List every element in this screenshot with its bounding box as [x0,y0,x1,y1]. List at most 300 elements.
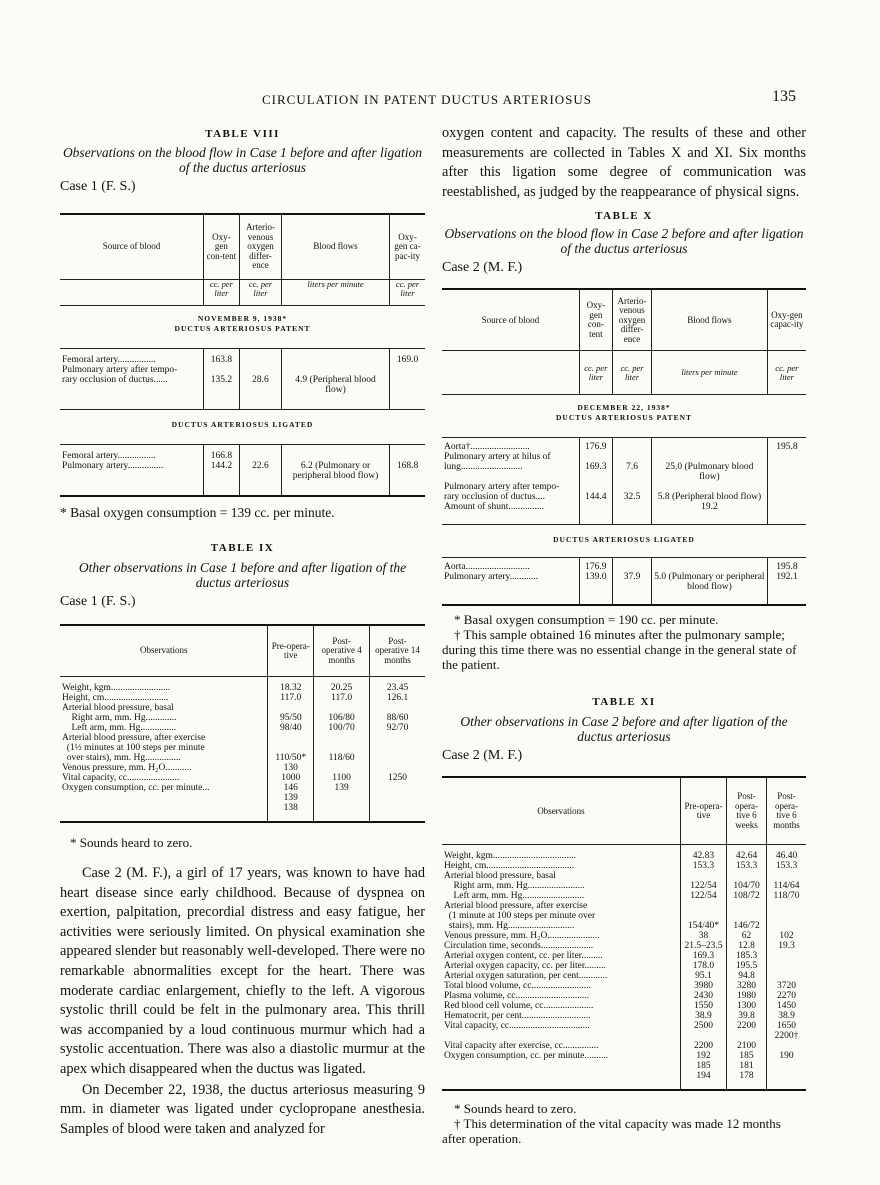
t9-h3: Post-operative 14 months [370,625,425,677]
observation-value [370,803,425,822]
observation-value: 62 [727,931,767,941]
cell-flow: 25.0 (Pulmonary blood flow) [652,462,768,482]
cell-capacity [767,492,806,502]
cell-diff [612,502,651,525]
observation-label: Oxygen consumption, cc. per minute.......... [444,1051,609,1062]
t10-section1b: DUCTUS ARTERIOSUS PATENT [556,413,692,423]
table11-case: Case 2 (M. F.) [442,748,523,764]
observation-value [767,1041,806,1051]
t9-h2: Post-operative 4 months [314,625,370,677]
observation-value: 2100 [727,1041,767,1051]
table-row [442,1001,806,1011]
table-row [442,881,806,891]
table8 [60,213,425,497]
observation-value [767,951,806,961]
t8-h1: Oxy-gen con-tent [203,214,239,280]
observation-value [268,703,314,713]
right-paragraph: oxygen content and capacity. The results of these and other measurements are collected in Tables X and XI. Six months after this ligation some degree of communication was reestablished, as judged by the reappearance of physical signs. [442,125,806,200]
observation-value [370,743,425,753]
table-row [442,951,806,961]
observation-value [767,1071,806,1090]
observation-value: 1980 [727,991,767,1001]
cell-source: Amount of shunt............... [444,502,545,513]
observation-value: 185 [680,1061,726,1071]
table11-footnote-1: * Sounds heard to zero. [454,1101,577,1117]
observation-label: Red blood cell volume, cc..................... [444,1001,594,1012]
observation-value: 139 [268,793,314,803]
observation-label: Height, cm..................................... [444,861,575,872]
table-row [60,677,425,694]
table-row [442,891,806,901]
table11-caption: TABLE XI [592,696,656,709]
observation-value [767,921,806,931]
observation-value [767,971,806,981]
observation-value: 117.0 [314,693,370,703]
t10-h4: Oxy-gen capac-ity [767,289,806,351]
observation-value: 2200 [727,1021,767,1031]
table11-footnote-2: † This determination of the vital capacity was made 12 months after operation. [442,1116,781,1147]
table-row [442,991,806,1001]
table-row [60,349,425,366]
observation-value: 110/50* [268,753,314,763]
observation-value: 21.5–23.5 [680,941,726,951]
t10-u3: liters per minute [652,351,768,395]
observation-label: Arterial blood pressure, basal [444,871,556,882]
table-row [442,558,806,573]
observation-value: 2200† [767,1031,806,1041]
observation-value: 3980 [680,981,726,991]
right-column [442,124,806,1146]
observation-label [442,1061,680,1071]
cell-flow: 4.9 (Peripheral blood flow) [282,375,390,410]
observation-label: Venous pressure, mm. H₂O........... [62,763,192,773]
t10-u1: cc. per liter [579,351,612,395]
t10-h3: Blood flows [652,289,768,351]
observation-value: 185.3 [727,951,767,961]
observation-label [60,793,268,803]
table-row [442,492,806,502]
table-row [60,763,425,773]
table-row [442,971,806,981]
table9-caption: TABLE IX [210,542,275,554]
t10-h0: Source of blood [442,289,579,351]
observation-value [370,763,425,773]
table-row [60,803,425,822]
observation-label [442,1031,680,1041]
observation-value [767,961,806,971]
cell-content [203,365,239,375]
table-row [442,901,806,911]
t9-rows [60,677,425,823]
observation-value [370,703,425,713]
observation-value: 114/64 [767,881,806,891]
table-row [442,502,806,525]
cell-diff [239,349,281,366]
observation-value [314,803,370,822]
table8-case: Case 1 (F. S.) [60,179,136,194]
observation-label: Oxygen consumption, cc. per minute... [62,783,210,793]
observation-label: Circulation time, seconds...................... [444,941,594,952]
observation-value [314,733,370,743]
observation-value [767,871,806,881]
observation-label: Left arm, mm. Hg.......................... [444,891,585,902]
observation-value [314,743,370,753]
observation-value: 38 [680,931,726,941]
observation-value: 181 [727,1061,767,1071]
cell-content [579,482,612,492]
t11-h2: Post-opera-tive 6 weeks [727,777,767,845]
observation-value: 185 [727,1051,767,1061]
cell-capacity [390,445,426,462]
table-row [442,1051,806,1061]
observation-value: 42.83 [680,845,726,862]
cell-source: lung.......................... [444,462,523,473]
observation-value: 104/70 [727,881,767,891]
cell-capacity: 195.8 [767,558,806,573]
observation-label: (1½ minutes at 100 steps per minute [62,743,205,753]
observation-value [370,783,425,793]
cell-diff [612,452,651,462]
observation-value [727,871,767,881]
table-row [60,723,425,733]
table-row [60,773,425,783]
observation-value [370,793,425,803]
table10-footnote-1: * Basal oxygen consumption = 190 cc. per minute. [454,612,719,628]
t8-u3: liters per minute [282,280,390,306]
t8-rows2 [60,445,425,497]
table-row [442,911,806,921]
observation-label: Total blood volume, cc......................... [444,981,591,992]
table-row [60,445,425,462]
cell-content: 135.2 [203,375,239,410]
observation-label: Hematocrit, per cent............................. [444,1011,591,1022]
table8-title: Observations on the blood flow in Case 1 before and after ligation of the ductus arteriosus [62,145,423,175]
table-row [60,753,425,763]
cell-source: rary occlusion of ductus.... [444,492,546,503]
t8-h2: Arterio-venous oxygen differ-ence [239,214,281,280]
t8-section1b: DUCTUS ARTERIOSUS PATENT [174,324,311,333]
table-row [60,703,425,713]
cell-diff: 37.9 [612,572,651,605]
observation-value: 146 [268,783,314,793]
observation-label: Right arm, mm. Hg............. [62,713,177,723]
table-row [442,452,806,462]
cell-flow [282,365,390,375]
cell-diff [612,558,651,573]
cell-content [579,502,612,525]
cell-content: 163.8 [203,349,239,366]
observation-value: 88/60 [370,713,425,723]
observation-label: stairs), mm. Hg............................ [444,921,575,932]
t8-u2: cc. per liter [239,280,281,306]
cell-flow: 19.2 [652,502,768,525]
observation-value: 42.64 [727,845,767,862]
table-row [60,783,425,793]
observation-value: 46.40 [767,845,806,862]
table-row [442,941,806,951]
table-row [60,713,425,723]
observation-value: 153.3 [767,861,806,871]
table11-title: Other observations in Case 2 before and after ligation of the ductus arteriosus [460,714,788,745]
observation-value [727,901,767,911]
table10-footnote-2: † This sample obtained 16 minutes after the pulmonary sample; during this time there was no essential change in the general state of the patient. [442,627,797,673]
table-row [60,793,425,803]
observation-value: 169.3 [680,951,726,961]
table-row [442,961,806,971]
cell-source: Femoral artery................ [60,349,203,366]
table-row [60,461,425,496]
cell-source: Pulmonary artery............... [60,461,203,496]
observation-value: 178 [727,1071,767,1090]
observation-value: 38.9 [767,1011,806,1021]
observation-value: 98/40 [268,723,314,733]
observation-label: Arterial blood pressure, after exercise [444,901,588,912]
observation-value: 19.3 [767,941,806,951]
observation-value: 3720 [767,981,806,991]
observation-label: Weight, kgm......................... [60,677,268,694]
cell-flow [652,452,768,462]
observation-label: Vital capacity, cc.................................. [444,1021,590,1032]
t8-rows1 [60,349,425,410]
observation-value: 190 [767,1051,806,1061]
cell-capacity: 169.0 [390,349,426,366]
observation-value: 94.8 [727,971,767,981]
table11 [442,776,806,1091]
observation-value [727,911,767,921]
cell-content: 144.2 [203,461,239,496]
table10-title: Observations on the blood flow in Case 2 before and after ligation of the ductus arteriosus [444,226,804,257]
observation-value [268,743,314,753]
table-row [442,921,806,931]
t8-u4: cc. per liter [390,280,426,306]
table9-title: Other observations in Case 1 before and after ligation of the ductus arteriosus [78,560,407,590]
cell-capacity [767,482,806,492]
observation-value: 122/54 [680,891,726,901]
t8-h0: Source of blood [60,214,203,280]
observation-label: Venous pressure, mm. H₂O...................... [444,931,600,942]
observation-value: 3280 [727,981,767,991]
observation-value: 2430 [680,991,726,1001]
case2-paragraph-2: On December 22, 1938, the ductus arteriosus measuring 9 mm. in diameter was ligated under cyclopropane anesthesia. Samples of blood were taken and analyzed for [60,1081,425,1137]
t10-rows2 [442,558,806,606]
observation-value: 192 [680,1051,726,1061]
t10-u2: cc. per liter [612,351,651,395]
observation-value [314,703,370,713]
table9-case: Case 1 (F. S.) [60,594,136,609]
cell-flow [282,445,390,462]
observation-value [680,871,726,881]
observation-value: 39.8 [727,1011,767,1021]
observation-value [767,901,806,911]
observation-value: 118/70 [767,891,806,901]
observation-value [680,1031,726,1041]
t8-h3: Blood flows [282,214,390,280]
case2-paragraph: Case 2 (M. F.), a girl of 17 years, was known to have had heart disease since early childhood. Because of dyspnea on exertion, palpitation, precordial distress and easy fatigue, her activities were seriously limited. On physical examination she appeared slender but reasonably well-developed. There were no remarkable abnormalities except for the heart. There was moderate cardiac enlargement, chiefly to the left. A vigorous systolic thrill could be felt in the pulmonary area. This thrill was accompanied by a loud continuous murmur which had a systolic accentuation. There was also a diastolic murmur at the apex which disappeared when the ductus was ligated. [60,865,425,1077]
t11-rows [442,845,806,1091]
t10-section1: DECEMBER 22, 1938* [442,395,806,414]
cell-capacity: 195.8 [767,438,806,453]
observation-value [680,911,726,921]
t8-section1: NOVEMBER 9, 1938* [60,306,425,325]
table-row [442,861,806,871]
cell-diff [239,365,281,375]
cell-capacity [767,502,806,525]
observation-value: 95.1 [680,971,726,981]
cell-source: Femoral artery................ [60,445,203,462]
observation-value: 12.8 [727,941,767,951]
cell-diff: 32.5 [612,492,651,502]
page-number: 135 [772,88,796,105]
cell-capacity: 168.8 [390,461,426,496]
observation-value: 20.25 [314,677,370,694]
observation-value: 2200 [680,1041,726,1051]
observation-value [767,1061,806,1071]
cell-diff [612,482,651,492]
observation-value [268,733,314,743]
observation-label [60,803,268,822]
cell-flow [652,558,768,573]
cell-source: Pulmonary artery............ [442,572,579,605]
table-row [442,1071,806,1090]
observation-value [314,763,370,773]
cell-content: 176.9 [579,438,612,453]
t8-h4: Oxy-gen ca-pac-ity [390,214,426,280]
cell-source: Aorta........................... [442,558,579,573]
observation-value: 38.9 [680,1011,726,1021]
observation-label: (1 minute at 100 steps per minute over [444,911,596,922]
table-row [442,845,806,862]
observation-value: 139 [314,783,370,793]
observation-value: 100/70 [314,723,370,733]
t10-h2: Arterio-venous oxygen differ-ence [612,289,651,351]
observation-value: 92/70 [370,723,425,733]
table9-footnote: * Sounds heard to zero. [70,835,193,850]
t10-u4: cc. per liter [767,351,806,395]
observation-value: 102 [767,931,806,941]
cell-flow [282,349,390,366]
t11-h1: Pre-opera-tive [680,777,726,845]
table-row [442,462,806,482]
observation-label: Arterial blood pressure, after exercise [62,733,206,743]
cell-capacity [767,462,806,482]
table10-case: Case 2 (M. F.) [442,260,523,276]
t8-u1: cc. per liter [203,280,239,306]
cell-capacity: 192.1 [767,572,806,605]
table-row [442,1031,806,1041]
observation-value: 1650 [767,1021,806,1031]
t10-h1: Oxy-gen con-tent [579,289,612,351]
observation-value: 178.0 [680,961,726,971]
observation-value: 2500 [680,1021,726,1031]
observation-value: 146/72 [727,921,767,931]
observation-value: 1300 [727,1001,767,1011]
observation-value: 153.3 [680,861,726,871]
table-row [60,733,425,743]
table10 [442,288,806,606]
cell-source: Pulmonary artery after tempo- [444,482,560,493]
observation-value: 130 [268,763,314,773]
observation-value: 106/80 [314,713,370,723]
cell-content: 166.8 [203,445,239,462]
table-row [442,1041,806,1051]
table9 [60,624,425,823]
cell-diff: 7.6 [612,462,651,482]
table-row [442,871,806,881]
table-row [60,693,425,703]
observation-label: Vital capacity, cc...................... [62,773,180,783]
cell-content: 169.3 [579,462,612,482]
cell-source: Aorta†......................... [442,438,579,453]
cell-diff [612,438,651,453]
observation-value: 153.3 [727,861,767,871]
observation-value: 18.32 [268,677,314,694]
t11-h0: Observations [442,777,680,845]
t10-rows1 [442,438,806,525]
cell-flow: 5.0 (Pulmonary or peripheral blood flow) [652,572,768,605]
cell-content [579,452,612,462]
observation-value: 1450 [767,1001,806,1011]
observation-label [442,1071,680,1090]
cell-capacity [390,375,426,410]
table-row [442,1021,806,1031]
observation-label: Plasma volume, cc............................... [444,991,590,1002]
observation-label: Left arm, mm. Hg............... [62,723,176,733]
observation-value: 1100 [314,773,370,783]
t9-h1: Pre-opera-tive [268,625,314,677]
table8-footnote: * Basal oxygen consumption = 139 cc. per minute. [60,505,335,520]
observation-value [370,733,425,743]
table-row [442,931,806,941]
observation-label: Arterial oxygen content, cc. per liter......... [444,951,603,962]
cell-flow: 5.8 (Peripheral blood flow) [652,492,768,502]
table-row [60,375,425,410]
observation-label: Vital capacity after exercise, cc............... [444,1041,599,1052]
cell-diff: 28.6 [239,375,281,410]
cell-capacity [390,365,426,375]
table-row [442,981,806,991]
t11-h3: Post-opera-tive 6 months [767,777,806,845]
observation-value: 117.0 [268,693,314,703]
cell-flow [652,482,768,492]
cell-source: rary occlusion of ductus...... [62,375,168,385]
observation-value: 195.5 [727,961,767,971]
observation-value: 1550 [680,1001,726,1011]
cell-flow: 6.2 (Pulmonary or peripheral blood flow) [282,461,390,496]
observation-value: 1250 [370,773,425,783]
table-row [442,572,806,605]
cell-content: 144.4 [579,492,612,502]
table-row [60,743,425,753]
t8-section2: DUCTUS ARTERIOSUS LIGATED [60,410,425,445]
table-row [60,365,425,375]
observation-label: Height, cm........................... [62,693,169,703]
observation-value: 95/50 [268,713,314,723]
observation-label: Weight, kgm................................... [442,845,680,862]
observation-label: Arterial oxygen capacity, cc. per liter......... [444,961,606,972]
observation-value: 23.45 [370,677,425,694]
observation-value [727,1031,767,1041]
observation-value [370,753,425,763]
observation-value: 154/40* [680,921,726,931]
table-row [442,482,806,492]
table-row [442,1061,806,1071]
table-row [442,438,806,453]
observation-value: 118/60 [314,753,370,763]
t9-h0: Observations [60,625,268,677]
cell-content: 139.0 [579,572,612,605]
cell-capacity [767,452,806,462]
observation-value: 108/72 [727,891,767,901]
